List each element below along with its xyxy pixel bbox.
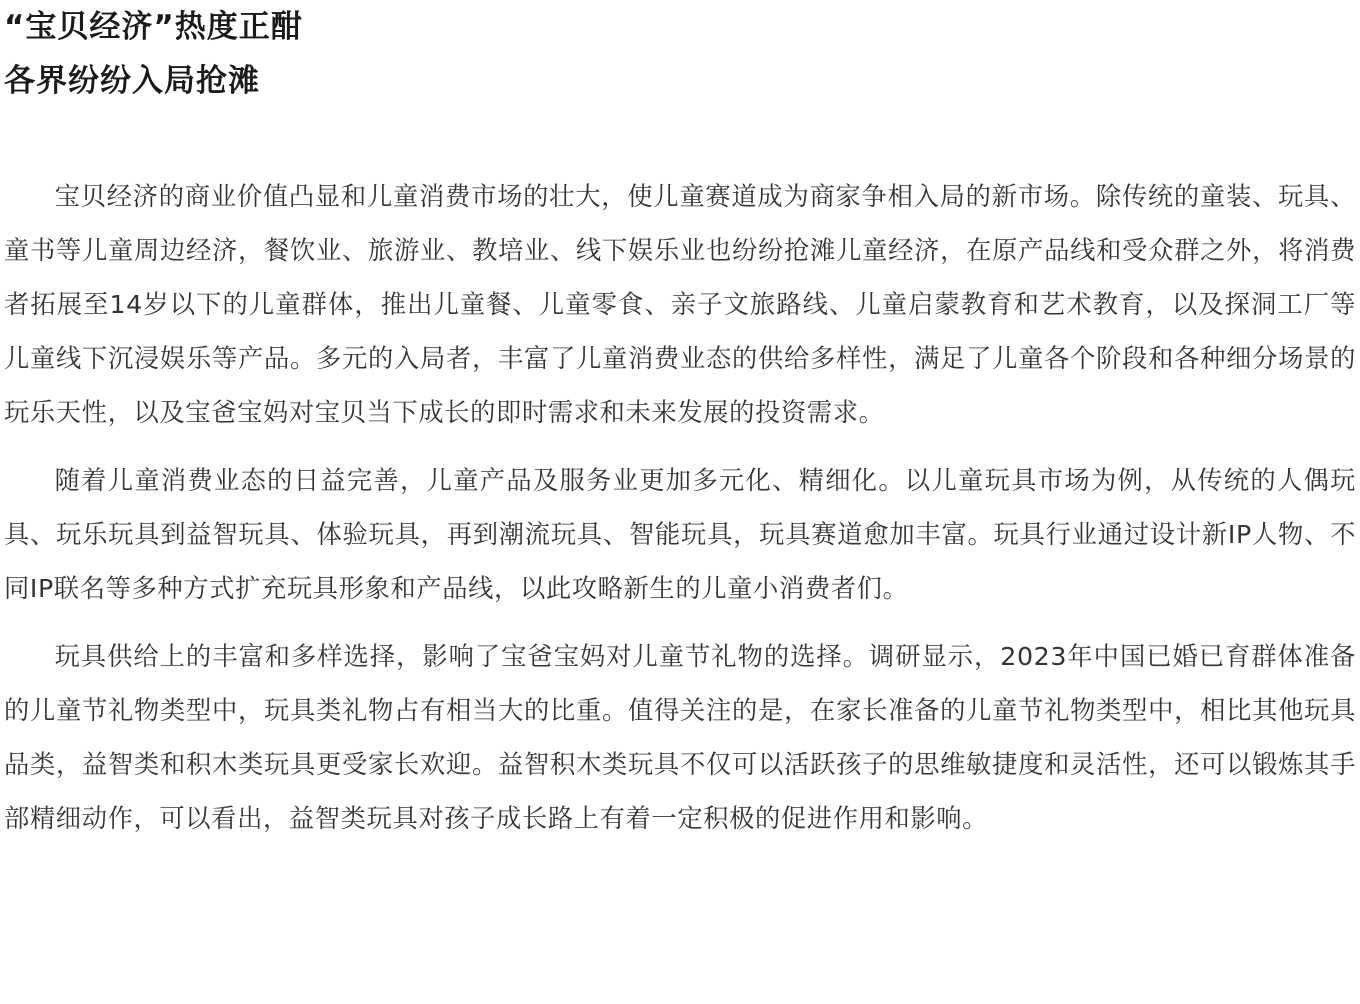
paragraph-2: 随着儿童消费业态的日益完善，儿童产品及服务业更加多元化、精细化。以儿童玩具市场为例，从传统的人偶玩具、玩乐玩具到益智玩具、体验玩具，再到潮流玩具、智能玩具，玩具赛道愈加丰富。玩具行业通过设计新IP人物、不同IP联名等多种方式扩充玩具形象和产品线，以此攻略新生的儿童小消费者们。 [4, 466, 1356, 603]
article-body [4, 170, 1356, 860]
paragraph-1: 宝贝经济的商业价值凸显和儿童消费市场的壮大，使儿童赛道成为商家争相入局的新市场。除传统的童装、玩具、童书等儿童周边经济，餐饮业、旅游业、教培业、线下娱乐业也纷纷抢滩儿童经济，在原产品线和受众群之外，将消费者拓展至14岁以下的儿童群体，推出儿童餐、儿童零食、亲子文旅路线、儿童启蒙教育和艺术教育，以及探洞工厂等儿童线下沉浸娱乐等产品。多元的入局者，丰富了儿童消费业态的供给多样性，满足了儿童各个阶段和各种细分场景的玩乐天性，以及宝爸宝妈对宝贝当下成长的即时需求和未来发展的投资需求。 [4, 182, 1356, 427]
title-line-1: “宝贝经济”热度正酣 [4, 9, 303, 45]
article-title [0, 0, 1360, 108]
paragraph-3: 玩具供给上的丰富和多样选择，影响了宝爸宝妈对儿童节礼物的选择。调研显示，2023年中国已婚已育群体准备的儿童节礼物类型中，玩具类礼物占有相当大的比重。值得关注的是，在家长准备的儿童节礼物类型中，相比其他玩具品类，益智类和积木类玩具更受家长欢迎。益智积木类玩具不仅可以活跃孩子的思维敏捷度和灵活性，还可以锻炼其手部精细动作，可以看出，益智类玩具对孩子成长路上有着一定积极的促进作用和影响。 [4, 642, 1356, 833]
title-line-2: 各界纷纷入局抢滩 [4, 63, 260, 99]
